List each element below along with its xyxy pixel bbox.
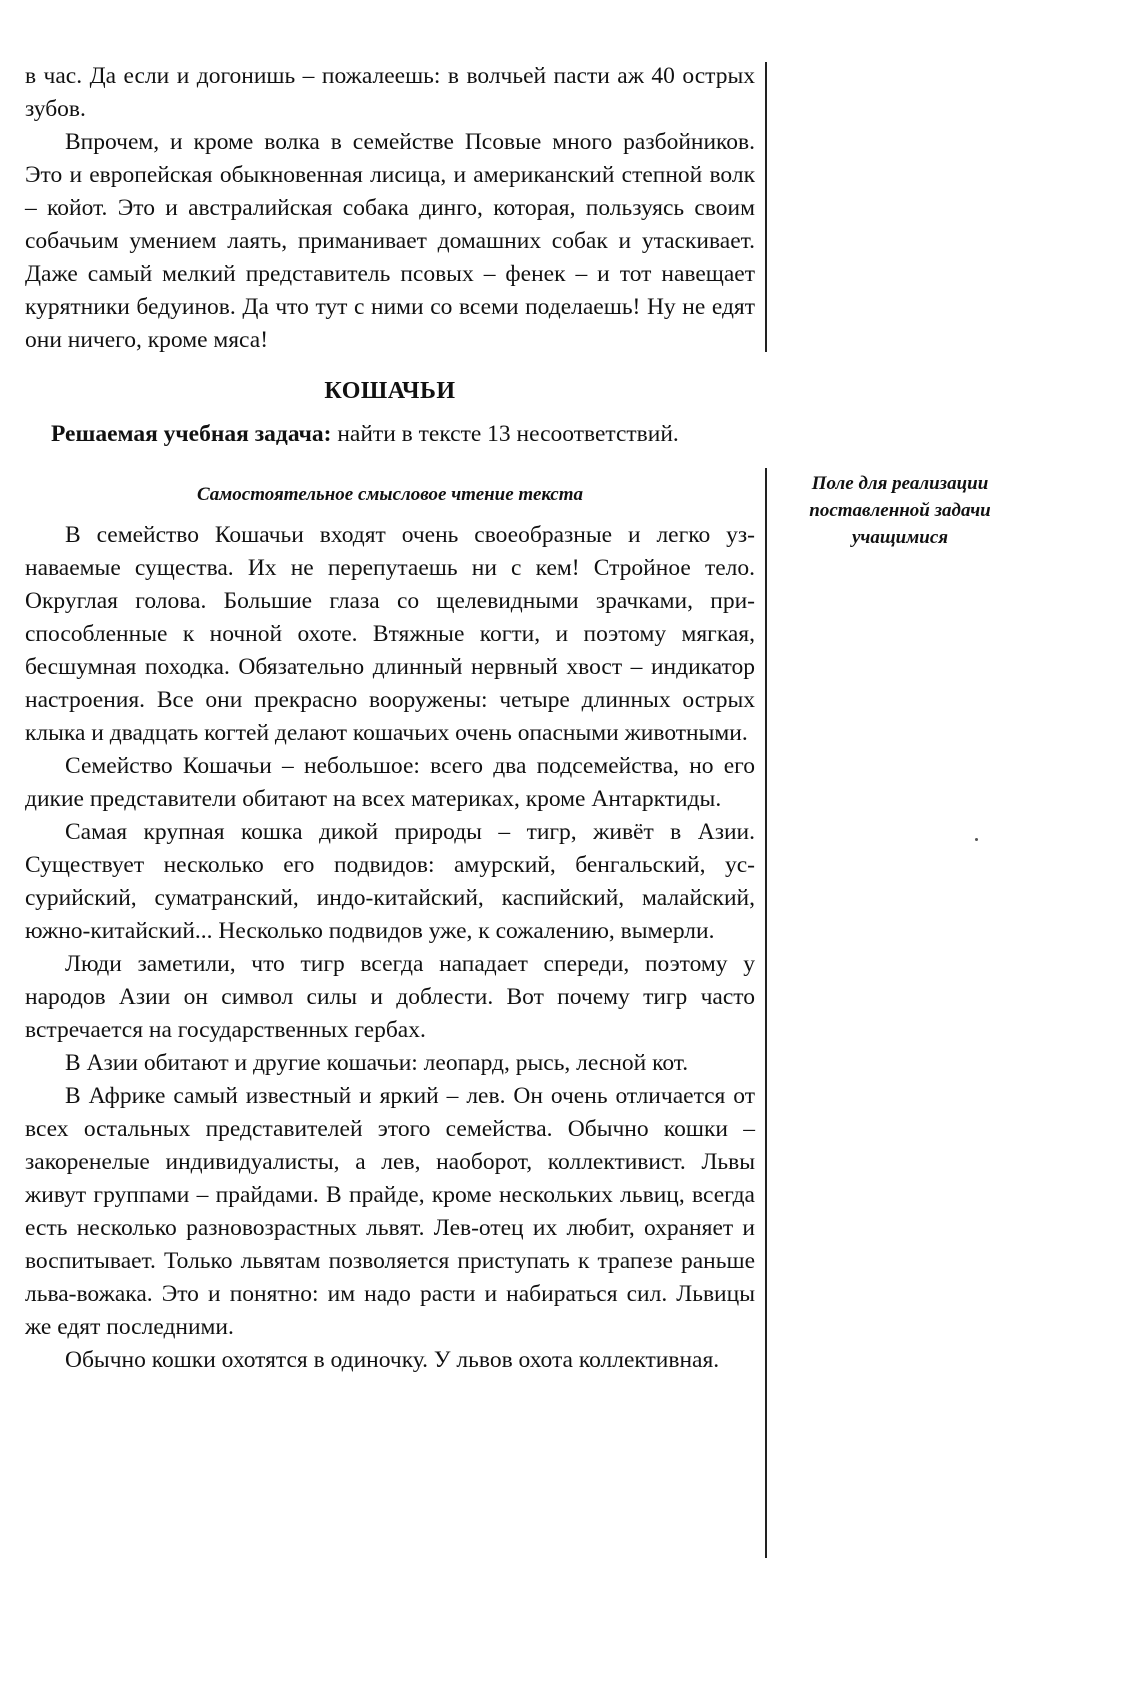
paragraph: Люди заметили, что тигр всегда нападает спереди, поэтому у народов Азии он символ силы и доблести. Вот почему тигр часто встречается на государственных гербах.	[25, 951, 755, 1043]
learning-task-text: найти в тексте 13 несоответствий.	[331, 421, 679, 447]
column-divider-bottom	[765, 468, 767, 1558]
paragraph: В семейство Кошачьи входят очень своеобразные и легко узнаваемые существа. Их не перепутаешь ни с кем! Стройное тело. Округлая голова. Большие глаза со щелевидными зрачками, приспособленные к ночной охоте. Втяжные когти, и поэтому мягкая, бесшумная походка. Обязательно длинный нервный хвост – индикатор настроения. Все они прекрасно вооружены: четыре длинных острых клыка и двадцать когтей делают кошачьих очень опасными животными.	[25, 522, 755, 746]
margin-field-note: Поле для реализации поставленной задачи учащимися	[809, 473, 991, 548]
paragraph: В Африке самый известный и яркий – лев. Он очень отличается от всех остальных представителей этого семейства. Обычно кошки – закоренелые индивидуалисты, а лев, наоборот, коллективист. Львы живут группами – прайдами. В прайде, кроме нескольких львиц, всегда есть несколько разновозрастных львят. Лев-отец их любит, охраняет и воспитывает. Только львятам позволяется приступать к трапезе раньше льва-вожака. Это и понятно: им надо расти и набираться сил. Львицы же едят последними.	[25, 1083, 755, 1340]
paragraph: в час. Да если и догонишь – пожалеешь: в волчьей пасти аж 40 острых зубов.	[25, 63, 755, 122]
learning-task	[25, 418, 755, 451]
main-text	[25, 519, 755, 1377]
paragraph: Самая крупная кошка дикой природы – тигр, живёт в Азии. Существует несколько его подвидов: амурский, бенгальский, уссурийский, суматранский, индо-китайский, каспийский, малайский, южно-китайский... Несколько подвидов уже, к сожалению, вымерли.	[25, 819, 755, 944]
column-divider-top	[765, 62, 767, 352]
paragraph: Обычно кошки охотятся в одиночку. У львов охота коллективная.	[65, 1347, 720, 1373]
paragraph: Впрочем, и кроме волка в семействе Псовые много разбойников. Это и европейская обыкновенная лисица, и американский степной волк – койот. Это и австралийская собака динго, которая, пользуясь своим собачьим умением лаять, приманивает домашних собак и утаскивает. Даже самый мелкий представитель псовых – фенек – и тот навещает курятники бедуинов. Да что тут с ними со всеми поделаешь! Ну не едят они ничего, кроме мяса!	[25, 129, 755, 353]
section-title: КОШАЧЬИ	[324, 378, 456, 404]
scan-speck	[975, 838, 978, 841]
reading-instruction: Самостоятельное смысловое чтение текста	[196, 484, 584, 505]
previous-section-continuation	[25, 60, 755, 357]
learning-task-label: Решаемая учебная задача:	[51, 421, 332, 447]
paragraph: В Азии обитают и другие кошачьи: леопард, рысь, лесной кот.	[65, 1050, 689, 1076]
paragraph: Семейство Кошачьи – небольшое: всего два подсемейства, но его дикие представители обитают на всех материках, кроме Антарктиды.	[25, 753, 755, 812]
section-felines	[25, 375, 755, 1377]
